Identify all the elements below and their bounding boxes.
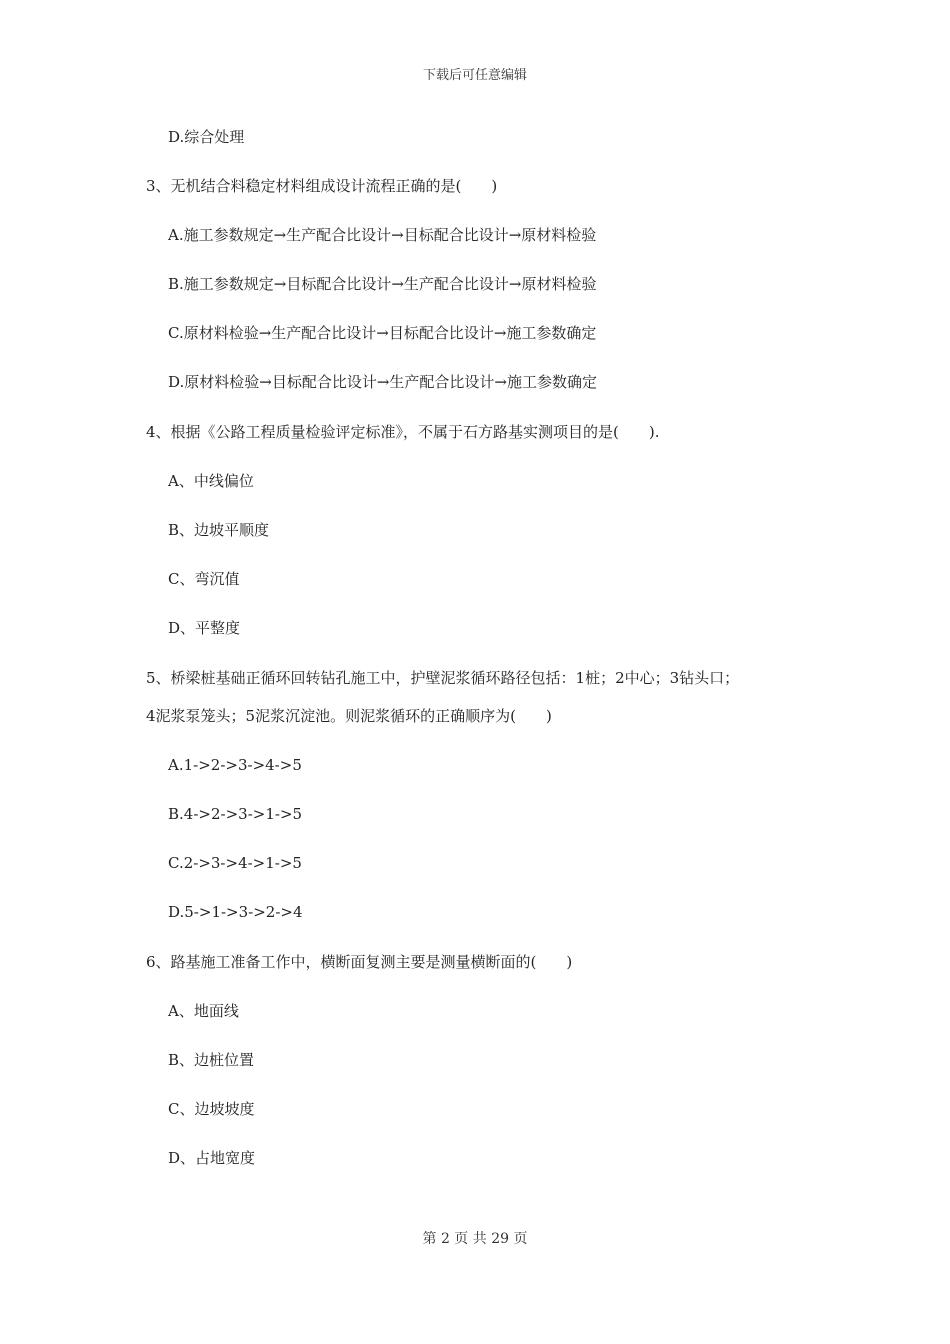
option-b-q4: B、边坡平顺度 xyxy=(168,521,270,539)
option-b-q5: B.4->2->3->1->5 xyxy=(168,805,303,823)
question-5-line-2: 4泥浆泵笼头；5泥浆沉淀池。则泥浆循环的正确顺序为( ) xyxy=(146,707,552,725)
question-4: 4、根据《公路工程质量检验评定标准》，不属于石方路基实测项目的是( ). xyxy=(146,423,660,441)
question-6: 6、路基施工准备工作中，横断面复测主要是测量横断面的( ) xyxy=(146,953,573,971)
option-a-q6: A、地面线 xyxy=(168,1002,239,1020)
option-a-q5: A.1->2->3->4->5 xyxy=(168,756,302,774)
option-c-q3: C.原材料检验→生产配合比设计→目标配合比设计→施工参数确定 xyxy=(168,324,597,342)
option-d-q5: D.5->1->3->2->4 xyxy=(168,903,303,921)
page-header: 下载后可任意编辑 xyxy=(422,68,527,83)
option-b-q6: B、边桩位置 xyxy=(168,1051,255,1069)
option-c-q5: C.2->3->4->1->5 xyxy=(168,854,302,872)
option-a-q3: A.施工参数规定→生产配合比设计→目标配合比设计→原材料检验 xyxy=(168,226,597,244)
option-d-q3: D.原材料检验→目标配合比设计→生产配合比设计→施工参数确定 xyxy=(168,373,597,391)
question-3: 3、无机结合料稳定材料组成设计流程正确的是( ) xyxy=(146,177,498,195)
option-c-q6: C、边坡坡度 xyxy=(168,1100,255,1118)
option-a-q4: A、中线偏位 xyxy=(168,472,254,490)
question-5-line-1: 5、桥梁桩基础正循环回转钻孔施工中，护壁泥浆循环路径包括：1桩；2中心；3钻头口； xyxy=(146,669,740,687)
option-d-q6: D、占地宽度 xyxy=(168,1149,256,1167)
option-d-q2: D.综合处理 xyxy=(168,128,245,146)
option-d-q4: D、平整度 xyxy=(168,619,241,637)
page-footer: 第 2 页 共 29 页 xyxy=(422,1231,528,1247)
option-b-q3: B.施工参数规定→目标配合比设计→生产配合比设计→原材料检验 xyxy=(168,275,597,293)
option-c-q4: C、弯沉值 xyxy=(168,570,240,588)
